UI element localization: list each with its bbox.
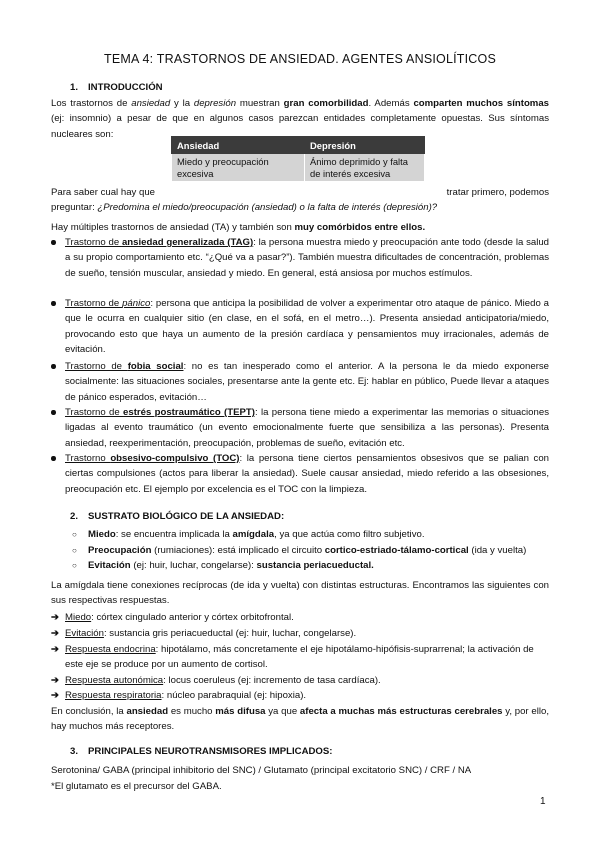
list-item-miedo bbox=[72, 527, 425, 542]
list-item-respuesta-miedo bbox=[51, 610, 549, 625]
saber-question-line bbox=[51, 200, 549, 215]
table-cell-ansiedad: Miedo y preocupación excesiva bbox=[172, 154, 305, 182]
arrow-icon: ➔ bbox=[51, 690, 60, 701]
intro-text: muestran bbox=[236, 98, 284, 109]
bullet-text: : no es tan inesperado como el anterior. A la persona le da miedo exponerse socialmente: las situaciones sociales, presentarse ante la gente etc. Ej: hablar en público, Puede llevar a ataques de pánico esperados, evitación… bbox=[65, 361, 550, 403]
conclusion-text: y, por ello, hay muchos más receptores. bbox=[51, 706, 549, 733]
intro-text: (ej: insomnio) a pesar de que en algunos casos parezcan entidades completamente opuestas. Sus síntomas nucleares son: bbox=[51, 113, 549, 140]
sustrato-text: (ej: huir, luchar, congelarse): bbox=[130, 560, 257, 571]
sustrato-bold: sustancia periacueductal. bbox=[256, 560, 374, 571]
multiples-bold: muy comórbidos entre ellos. bbox=[294, 222, 426, 233]
glutamato-note: *El glutamato es el precursor del GABA. bbox=[51, 781, 222, 792]
sustrato-tail: , ya que actúa como filtro subjetivo. bbox=[274, 529, 425, 540]
table-header-row bbox=[172, 137, 425, 154]
bullet-icon bbox=[51, 240, 56, 245]
bullet-text: : la persona tiene miedo a experimentar las memorias o situaciones ligadas al evento traumático (un evento emocionalmente fuerte que sensibiliza a las personas). Presenta ansiedad, reexperimentación, preocupación, problemas de sueño, evitación etc. bbox=[65, 407, 549, 449]
multiples-text: Hay múltiples trastornos de ansiedad (TA) y también son bbox=[51, 222, 295, 233]
arrow-icon: ➔ bbox=[51, 612, 60, 623]
bullet-lead: Trastorno de bbox=[65, 237, 122, 248]
list-item-respuesta-respiratoria bbox=[51, 688, 549, 703]
conclusion-bold: más difusa bbox=[215, 706, 266, 717]
section-1-title: INTRODUCCIÓN bbox=[88, 82, 163, 93]
section-1-heading bbox=[70, 82, 163, 93]
bullet-name: fobia social bbox=[127, 361, 184, 372]
respuesta-text: : sustancia gris periacueductal (ej: huir, luchar, congelarse). bbox=[103, 628, 357, 639]
table-header-depresion: Depresión bbox=[305, 137, 425, 154]
section-1-number: 1. bbox=[70, 82, 79, 93]
respuesta-label: Respuesta endocrina bbox=[65, 644, 156, 655]
list-item-toc bbox=[51, 451, 549, 497]
bullet-name: pánico bbox=[122, 298, 151, 309]
intro-text: y la bbox=[170, 98, 194, 109]
bullet-text: : persona que anticipa la posibilidad de volver a experimentar otro ataque de pánico. Miedo a que le ocurra en cualquier sitio (en clase, en el sofá, en el metro…). Presenta ansiedad anticipatoria/miedo, provocando esto que haya un aumento de la presión cardíaca y pensamientos muy irracionales, además de evitación. bbox=[65, 298, 549, 356]
section-3-heading bbox=[70, 746, 332, 757]
conclusion-paragraph bbox=[51, 704, 549, 735]
bullet-name: ansiedad generalizada (TAG) bbox=[121, 237, 254, 248]
circle-bullet-icon: ○ bbox=[72, 530, 77, 539]
intro-sintomas: comparten muchos síntomas bbox=[413, 98, 550, 109]
neurotransmisores-line: Serotonina/ GABA (principal inhibitorio del SNC) / Glutamato (principal excitatorio SNC) / CRF / NA bbox=[51, 765, 472, 776]
list-item-panico bbox=[51, 296, 549, 358]
list-item-evitacion bbox=[72, 558, 374, 573]
intro-text: . Además bbox=[368, 98, 414, 109]
sustrato-tail: (ida y vuelta) bbox=[468, 545, 527, 556]
respuesta-label: Respuesta respiratoria bbox=[65, 690, 162, 701]
respuesta-label: Evitación bbox=[65, 628, 104, 639]
bullet-icon bbox=[51, 456, 56, 461]
list-item-preocupacion bbox=[72, 543, 526, 558]
conclusion-bold: afecta a muchas más estructuras cerebrales bbox=[299, 706, 503, 717]
page-number: 1 bbox=[540, 796, 546, 807]
bullet-icon bbox=[51, 364, 56, 369]
sustrato-text: (rumiaciones): está implicado el circuito bbox=[151, 545, 325, 556]
circle-bullet-icon: ○ bbox=[72, 561, 77, 570]
sustrato-label: Preocupación bbox=[88, 545, 152, 556]
conclusion-text: ya que bbox=[265, 706, 300, 717]
intro-text: Los trastornos de bbox=[51, 98, 132, 109]
bullet-text: : la persona tiene ciertos pensamientos obsesivos que se palian con ciertas compulsiones (actos para liberar la ansiedad). Suele causar ansiedad, miedo referido a las obsesiones, preocupación etc. El ejemplo por excelencia es el TOC con la limpieza. bbox=[65, 453, 549, 495]
list-item-fobia bbox=[51, 359, 549, 405]
bullet-lead: Trastorno de bbox=[65, 298, 123, 309]
conclusion-text: es mucho bbox=[168, 706, 216, 717]
respuesta-label: Respuesta autonómica bbox=[65, 675, 164, 686]
intro-ansiedad: ansiedad bbox=[131, 98, 171, 109]
multiples-paragraph bbox=[51, 220, 549, 235]
table-header-ansiedad: Ansiedad bbox=[172, 137, 305, 154]
list-item-tept bbox=[51, 405, 549, 451]
bullet-text: : la persona muestra miedo y preocupación ante todo (desde la salud a su propio comportamiento etc. “¿Qué va a pasar?”). También muestra dificultades de concentración, problemas de sueño, tensión muscular, ansiedad y miedo. En general, está ansiosa por muchos estímulos. bbox=[65, 237, 550, 279]
symptoms-table bbox=[171, 136, 425, 182]
bullet-lead: Trastorno de bbox=[65, 361, 128, 372]
sustrato-label: Evitación bbox=[88, 560, 131, 571]
list-item-tag bbox=[51, 235, 549, 281]
arrow-icon: ➔ bbox=[51, 675, 60, 686]
amigdala-paragraph: La amígdala tiene conexiones recíprocas (de ida y vuelta) con distintas estructuras. Encontramos las siguientes con sus respectivas respuestas. bbox=[51, 580, 549, 607]
sustrato-bold: amígdala bbox=[232, 529, 275, 540]
list-item-respuesta-endocrina bbox=[51, 642, 549, 673]
conclusion-bold: ansiedad bbox=[126, 706, 169, 717]
section-2-title: SUSTRATO BIOLÓGICO DE LA ANSIEDAD: bbox=[88, 511, 285, 522]
list-item-respuesta-autonomica bbox=[51, 673, 549, 688]
arrow-icon: ➔ bbox=[51, 628, 60, 639]
intro-comorbilidad: gran comorbilidad bbox=[283, 98, 369, 109]
bullet-icon bbox=[51, 410, 56, 415]
respuesta-text: : hipotálamo, más concretamente el eje hipotálamo-hipófisis-suprarrenal; la activación de este eje se produce por un aumento de cortisol. bbox=[65, 644, 534, 671]
list-item-respuesta-evitacion bbox=[51, 626, 549, 641]
table-cell-depresion: Ánimo deprimido y falta de interés excesiva bbox=[305, 154, 425, 182]
saber-right-text: tratar primero, podemos bbox=[446, 187, 549, 198]
circle-bullet-icon: ○ bbox=[72, 546, 77, 555]
section-3-number: 3. bbox=[70, 746, 79, 757]
sustrato-text: : se encuentra implicada la bbox=[115, 529, 233, 540]
saber-right-line bbox=[425, 185, 549, 200]
saber-left-text: Para saber cual hay que bbox=[51, 187, 155, 198]
bullet-lead: Trastorno de bbox=[65, 407, 124, 418]
bullet-lead: Trastorno bbox=[65, 453, 111, 464]
bullet-name: estrés postraumático (TEPT) bbox=[123, 407, 255, 418]
section-2-number: 2. bbox=[70, 511, 79, 522]
page-title: TEMA 4: TRASTORNOS DE ANSIEDAD. AGENTES ANSIOLÍTICOS bbox=[104, 52, 496, 66]
conclusion-text: En conclusión, la bbox=[51, 706, 127, 717]
respuesta-text: : córtex cingulado anterior y córtex orbitofrontal. bbox=[91, 612, 294, 623]
saber-pre: preguntar: bbox=[51, 202, 98, 213]
bullet-icon bbox=[51, 301, 56, 306]
bullet-name: obsesivo-compulsivo (TOC) bbox=[110, 453, 240, 464]
arrow-icon: ➔ bbox=[51, 644, 60, 655]
respuesta-label: Miedo bbox=[65, 612, 92, 623]
sustrato-bold: cortico-estriado-tálamo-cortical bbox=[324, 545, 469, 556]
intro-depresion: depresión bbox=[193, 98, 237, 109]
sustrato-label: Miedo bbox=[88, 529, 116, 540]
section-3-title: PRINCIPALES NEUROTRANSMISORES IMPLICADOS: bbox=[88, 746, 333, 757]
saber-question: ¿Predomina el miedo/preocupación (ansiedad) o la falta de interés (depresión)? bbox=[97, 202, 438, 213]
respuesta-text: : locus coeruleus (ej: incremento de tasa cardíaca). bbox=[163, 675, 381, 686]
section-2-heading bbox=[70, 511, 284, 522]
table-row bbox=[172, 154, 425, 182]
respuesta-text: : núcleo parabraquial (ej: hipoxia). bbox=[161, 690, 307, 701]
